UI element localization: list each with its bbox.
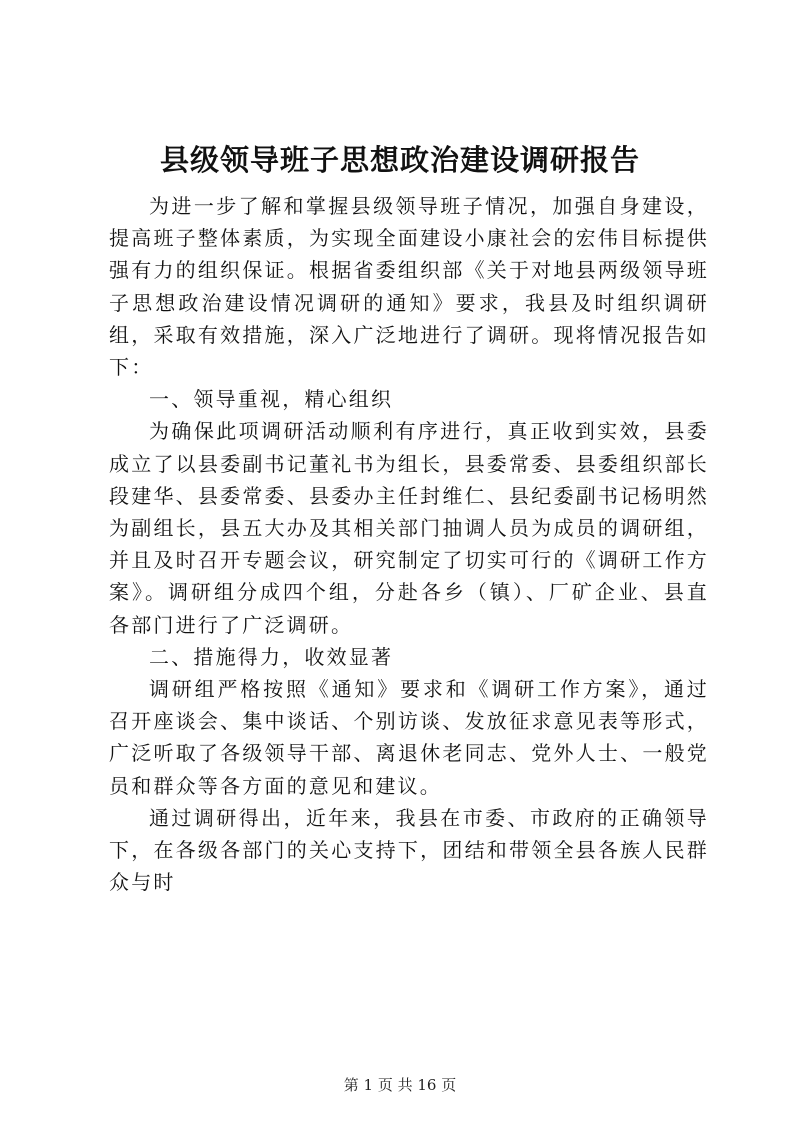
document-body	[109, 190, 709, 898]
section-1-paragraph: 为确保此项调研活动顺利有序进行，真正收到实效，县委成立了以县委副书记董礼书为组长，县委常委、县委组织部长段建华、县委常委、县委办主任封维仁、县纪委副书记杨明然为副组长，县五大办及其相关部门抽调人员为成员的调研组，并且及时召开专题会议，研究制定了切实可行的《调研工作方案》。调研组分成四个组，分赴各乡（镇）、厂矿企业、县直各部门进行了广泛调研。	[109, 419, 709, 637]
document-title: 县级领导班子思想政治建设调研报告	[159, 143, 640, 177]
section-heading-1: 一、领导重视，精心组织	[149, 387, 394, 412]
section-2-paragraph-2: 通过调研得出，近年来，我县在市委、市政府的正确领导下，在各级各部门的关心支持下，团结和带领全县各族人民群众与时	[109, 805, 709, 895]
section-2-paragraph-1: 调研组严格按照《通知》要求和《调研工作方案》，通过召开座谈会、集中谈话、个别访谈、发放征求意见表等形式，广泛听取了各级领导干部、离退休老同志、党外人士、一般党员和群众等各方面的意见和建议。	[109, 677, 709, 798]
page-number-footer: 第 1 页 共 16 页	[343, 1076, 457, 1094]
intro-paragraph: 为进一步了解和掌握县级领导班子情况，加强自身建设，提高班子整体素质，为实现全面建设小康社会的宏伟目标提供强有力的组织保证。根据省委组织部《关于对地县两级领导班子思想政治建设情况调研的通知》要求，我县及时组织调研组，采取有效措施，深入广泛地进行了调研。现将情况报告如下：	[109, 194, 709, 380]
section-heading-2: 二、措施得力，收效显著	[149, 644, 394, 669]
